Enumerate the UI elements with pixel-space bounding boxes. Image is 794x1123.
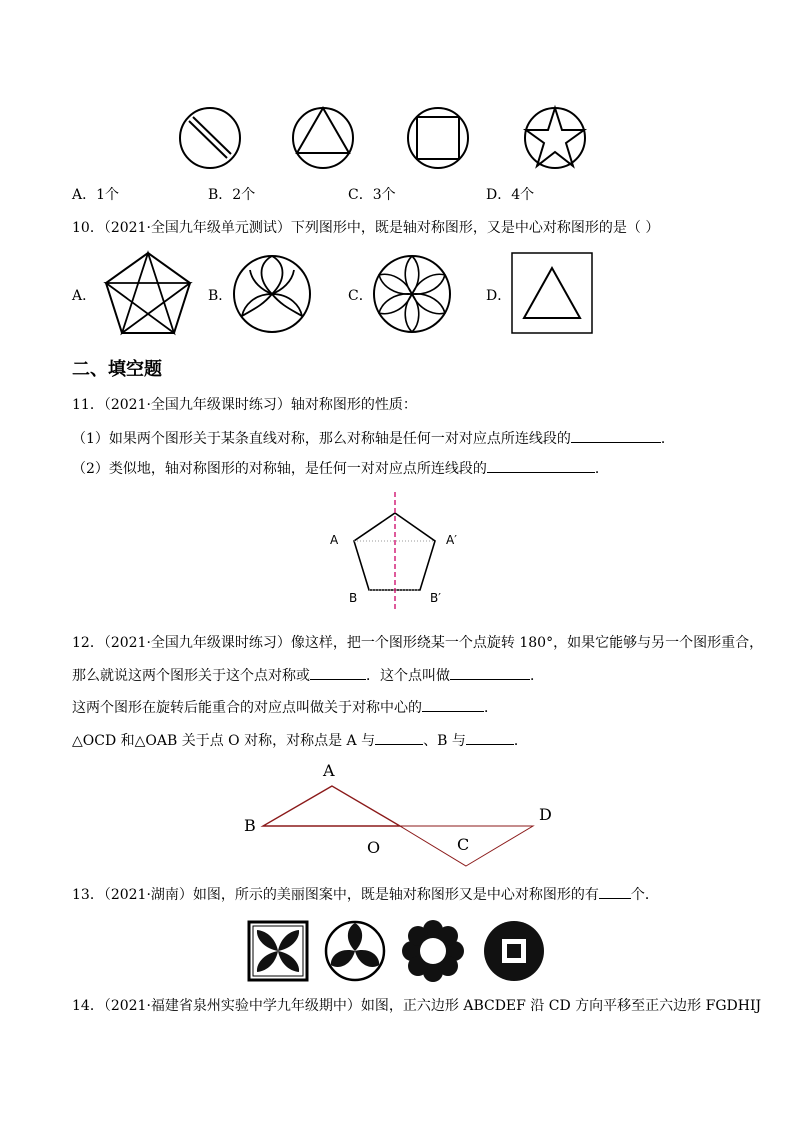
- q12-blank-1[interactable]: [310, 665, 366, 680]
- q11-line2: （2）类似地，轴对称图形的对称轴，是任何一对对应点所连线段的 ．: [72, 458, 609, 478]
- circle-square-icon: [408, 108, 468, 168]
- q10-label-a: A．: [72, 288, 97, 304]
- q12-line1: 12．（2021·全国九年级课时练习）像这样，把一个图形绕某一个点旋转 180°，如果它能够与另一个图形重合，: [72, 635, 764, 651]
- q12-line2: 那么就说这两个图形关于这个点对称或 ．这个点叫做 ．: [72, 665, 544, 685]
- circle-triangle-icon: [293, 108, 353, 168]
- q9-option-b: B．2个: [208, 187, 256, 203]
- square-triangle-icon: [512, 253, 592, 333]
- q12-blank-5[interactable]: [466, 730, 514, 745]
- circle-slash-icon: [180, 108, 240, 168]
- q11-label-a: A: [330, 533, 339, 547]
- q10-label-c: C．: [348, 288, 373, 304]
- q14-stem: 14．（2021·福建省泉州实验中学九年级期中）如图，正六边形 ABCDEF 沿 CD 方向平移至正六边形 FGDHIJ: [72, 998, 762, 1014]
- q11-label-b: B: [349, 591, 358, 605]
- four-petal-square-icon: [249, 922, 307, 980]
- q13-pattern-row: [0, 916, 794, 986]
- q9-option-a: A．1个: [72, 187, 120, 203]
- q9-option-d: D．4个: [486, 187, 535, 203]
- q12-label-d: D: [539, 805, 552, 824]
- q11-label-a-prime: A′: [446, 533, 457, 547]
- q12-label-a: A: [323, 761, 335, 780]
- q13-stem: 13．（2021·湖南）如图，所示的美丽图案中，既是轴对称图形又是中心对称图形的有 个．: [72, 884, 659, 904]
- q11-pentagon-figure: [320, 490, 480, 615]
- q9-figure-row: [0, 100, 794, 180]
- section-heading: 二、填空题: [72, 359, 162, 380]
- q12-label-c: C: [457, 835, 470, 854]
- q10-label-b: B．: [208, 288, 233, 304]
- q11-stem: 11．（2021·全国九年级课时练习）轴对称图形的性质：: [72, 397, 417, 413]
- coin-icon: [484, 921, 544, 981]
- three-arc-circle-icon: [234, 256, 310, 332]
- q9-option-c: C．3个: [348, 187, 396, 203]
- q12-line4: △OCD 和△OAB 关于点 O 对称，对称点是 A 与 、B 与 ．: [72, 730, 528, 750]
- q12-label-o: O: [367, 838, 381, 857]
- circle-star-icon: [525, 108, 585, 168]
- q12-blank-4[interactable]: [375, 730, 423, 745]
- q10-figure-row: [0, 250, 794, 340]
- q12-blank-3[interactable]: [422, 697, 484, 712]
- q10-stem: 10．（2021·全国九年级单元测试）下列图形中，既是轴对称图形，又是中心对称图形的是（ ）: [72, 220, 660, 236]
- q12-blank-2[interactable]: [450, 665, 530, 680]
- q13-blank[interactable]: [599, 884, 631, 899]
- three-petal-circle-icon: [326, 922, 384, 980]
- pentagon-star-icon: [106, 253, 190, 333]
- q10-label-d: D．: [486, 288, 512, 304]
- q12-line3: 这两个图形在旋转后能重合的对应点叫做关于对称中心的 ．: [72, 697, 498, 717]
- q11-blank-1[interactable]: [571, 428, 661, 443]
- q11-blank-2[interactable]: [487, 458, 595, 473]
- triangle-oab: [263, 786, 400, 826]
- flower-icon: [402, 920, 464, 982]
- q11-label-b-prime: B′: [430, 591, 441, 605]
- six-petal-circle-icon: [374, 256, 450, 332]
- q12-triangle-figure: [0, 760, 794, 870]
- q12-label-b: B: [244, 816, 256, 835]
- q11-line1: （1）如果两个图形关于某条直线对称，那么对称轴是任何一对对应点所连线段的 ．: [72, 428, 675, 448]
